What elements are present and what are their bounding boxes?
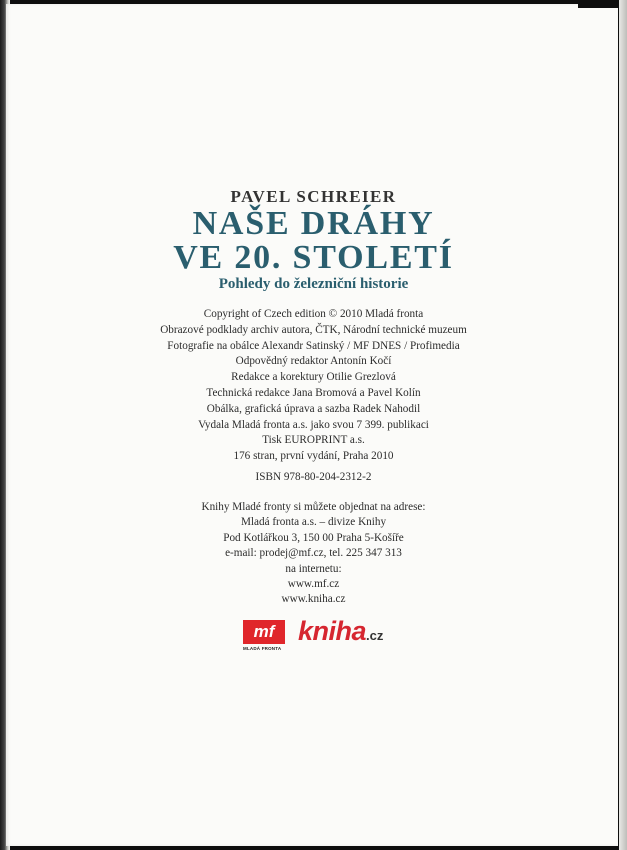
- credit-line: 176 stran, první vydání, Praha 2010: [233, 450, 394, 463]
- order-info-line: Knihy Mladé fronty si můžete objednat na adrese:: [201, 501, 426, 513]
- book-title-line-2: VE 20. STOLETÍ: [173, 239, 454, 276]
- order-info-line: Pod Kotlářkou 3, 150 00 Praha 5-Košíře: [223, 531, 404, 544]
- credit-line: Tisk EUROPRINT a.s.: [262, 434, 365, 447]
- credit-line: Obálka, grafická úprava a sazba Radek Nahodil: [206, 402, 421, 415]
- mlada-fronta-logo: mf: [243, 620, 285, 644]
- credit-line: Vydala Mladá fronta a.s. jako svou 7 399. publikaci: [198, 418, 429, 431]
- mlada-fronta-logo-caption: MLADÁ FRONTA: [243, 646, 282, 651]
- credit-line: Copyright of Czech edition © 2010 Mladá fronta: [203, 308, 424, 320]
- credit-line: Fotografie na obálce Alexandr Satinský / MF DNES / Profimedia: [167, 339, 460, 352]
- kniha-logo-tld: .cz: [366, 628, 384, 643]
- credits-block: [0, 307, 627, 465]
- kniha-cz-logo: [298, 616, 383, 647]
- author-name: PAVEL SCHREIER: [230, 187, 397, 206]
- credit-line: Redakce a korektury Otilie Grezlová: [231, 371, 396, 384]
- website-link-mf: www.mf.cz: [287, 578, 340, 591]
- credit-line: Odpovědný redaktor Antonín Kočí: [235, 355, 392, 368]
- order-info-block: [0, 500, 627, 608]
- order-info-line: e-mail: prodej@mf.cz, tel. 225 347 313: [225, 547, 402, 560]
- publisher-logos: [243, 616, 403, 660]
- website-link-kniha: www.kniha.cz: [281, 593, 346, 606]
- order-info-line: Mladá fronta a.s. – divize Knihy: [240, 516, 387, 529]
- isbn-number: ISBN 978-80-204-2312-2: [255, 471, 372, 483]
- credit-line: Obrazové podklady archiv autora, ČTK, Národní technické muzeum: [160, 323, 467, 336]
- book-subtitle: Pohledy do železniční historie: [218, 276, 409, 292]
- credit-line: Technická redakce Jana Bromová a Pavel Kolín: [206, 386, 421, 399]
- order-info-line: na internetu:: [285, 562, 342, 575]
- book-title-line-1: NAŠE DRÁHY: [192, 205, 435, 242]
- kniha-logo-word: kniha: [298, 616, 367, 646]
